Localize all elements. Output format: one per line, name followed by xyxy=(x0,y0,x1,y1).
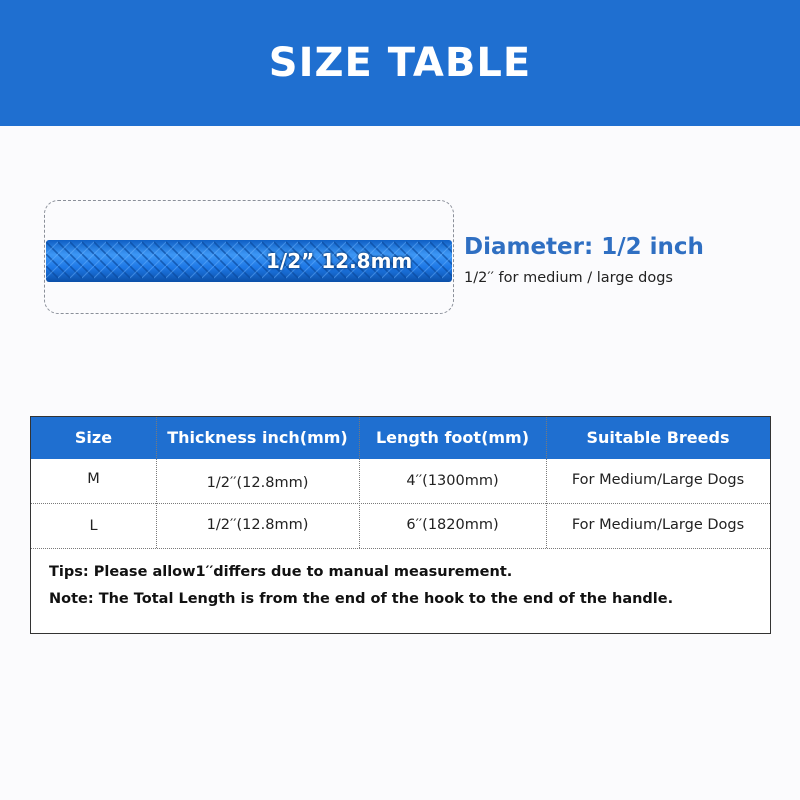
cell-size: M xyxy=(87,471,100,487)
cell-breeds: For Medium/Large Dogs xyxy=(571,472,745,488)
diameter-subtitle: 1/2′′ for medium / large dogs xyxy=(464,270,673,286)
size-table xyxy=(30,416,771,634)
tips-text: Tips: Please allow1′′differs due to manual measurement. xyxy=(49,564,513,580)
row-divider xyxy=(31,548,770,549)
cell-thickness: 1/2′′(12.8mm) xyxy=(206,475,309,491)
header-size: Size xyxy=(74,428,113,447)
cell-size: L xyxy=(89,518,98,534)
cell-thickness: 1/2′′(12.8mm) xyxy=(206,517,309,533)
diameter-title: Diameter: 1/2 inch xyxy=(464,234,704,260)
cell-breeds: For Medium/Large Dogs xyxy=(571,517,745,533)
header-banner xyxy=(0,0,800,126)
cell-length: 6′′(1820mm) xyxy=(406,517,499,533)
header-length: Length foot(mm) xyxy=(375,428,530,447)
header-breeds: Suitable Breeds xyxy=(586,428,730,447)
header-thickness: Thickness inch(mm) xyxy=(167,428,348,447)
cell-length: 4′′(1300mm) xyxy=(406,473,499,489)
row-divider xyxy=(31,503,770,504)
note-text: Note: The Total Length is from the end of the hook to the end of the handle. xyxy=(49,591,674,607)
rope-size-label: 1/2” 12.8mm xyxy=(266,249,413,273)
page-title: SIZE TABLE xyxy=(268,40,532,86)
table-header-row xyxy=(31,417,770,459)
